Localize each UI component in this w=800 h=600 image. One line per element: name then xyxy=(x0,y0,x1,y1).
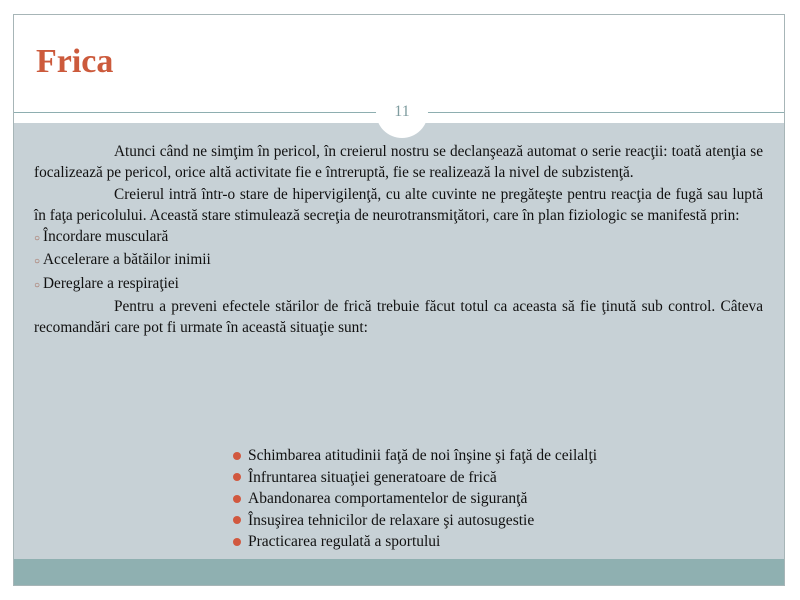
symptom-label: Accelerare a bătăilor inimii xyxy=(43,251,211,269)
filled-dot-icon xyxy=(233,495,241,503)
filled-dot-icon xyxy=(233,516,241,524)
list-item xyxy=(233,488,597,510)
recommendation-label: Însuşirea tehnicilor de relaxare şi autosugestie xyxy=(248,511,535,529)
list-item xyxy=(233,445,597,467)
page-number-badge xyxy=(379,89,425,135)
paragraph-intro: Atunci când ne simţim în pericol, în creierul nostru se declanşează automat o serie reacţii: toată atenţia se focalizează pe pericol, orice altă activitate fie e întreruptă, fie se realizează la nivel de subzistenţă. xyxy=(34,143,763,182)
paragraph-hypervigilance: Creierul intră într-o stare de hipervigilenţă, cu alte cuvinte ne pregăteşte pentru reacţia de fugă sau luptă în faţa pericolului. Această stare stimulează secreţia de neurotransmiţători, care în plan fiziologic se manifestă prin: xyxy=(34,185,763,224)
list-item xyxy=(34,273,763,296)
symptom-label: Dereglare a respiraţiei xyxy=(43,274,179,292)
recommendation-label: Înfruntarea situaţiei generatoare de frică xyxy=(248,468,497,486)
recommendation-label: Practicarea regulată a sportului xyxy=(248,533,441,550)
slide-title: Frica xyxy=(36,43,114,80)
symptom-list xyxy=(34,226,763,296)
list-item xyxy=(233,510,597,532)
content-panel xyxy=(14,123,784,559)
list-item xyxy=(34,226,763,249)
page-number: 11 xyxy=(394,103,410,120)
filled-dot-icon xyxy=(233,452,241,460)
recommendation-label: Schimbarea atitudinii faţă de noi înşine şi faţă de ceilalţi xyxy=(248,447,598,464)
paragraph-prevention: Pentru a preveni efectele stărilor de frică trebuie făcut totul ca aceasta să fie ţinută sub control. Câteva recomandări care pot fi urmate în această situaţie sunt: xyxy=(34,298,763,337)
filled-dot-icon xyxy=(233,538,241,546)
small-circle-icon: ○ xyxy=(34,279,41,291)
recommendation-label: Abandonarea comportamentelor de siguranţă xyxy=(248,490,528,507)
filled-dot-icon xyxy=(233,473,241,481)
slide xyxy=(13,14,785,586)
small-circle-icon: ○ xyxy=(34,256,41,268)
list-item xyxy=(233,531,597,553)
recommendation-list xyxy=(233,445,597,553)
list-item xyxy=(233,467,597,489)
footer-band xyxy=(14,559,784,585)
list-item xyxy=(34,249,763,272)
small-circle-icon: ○ xyxy=(34,233,41,245)
body-text xyxy=(34,141,763,339)
symptom-label: Încordare musculară xyxy=(43,228,169,246)
